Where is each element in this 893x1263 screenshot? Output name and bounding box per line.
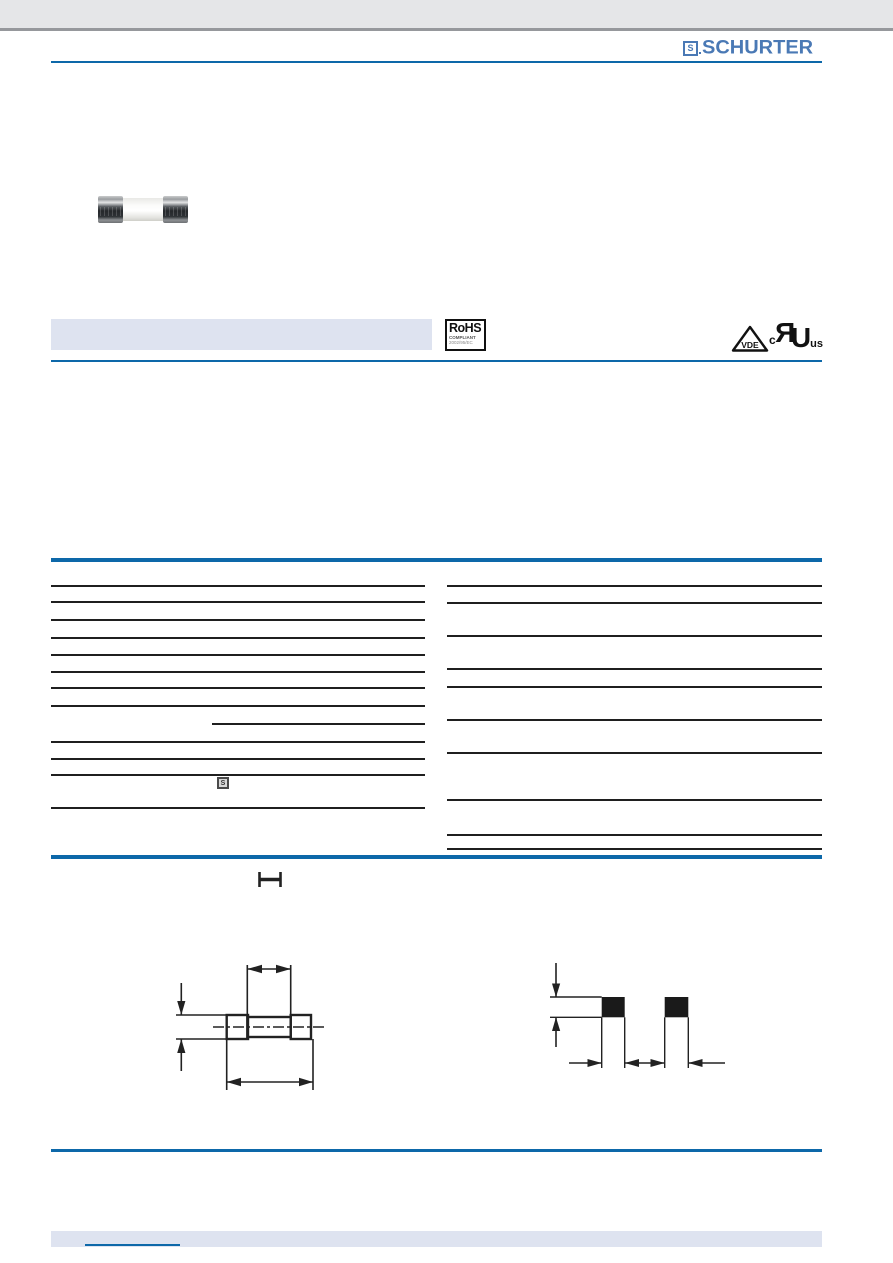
fuse-product-photo	[98, 196, 188, 223]
footer-link[interactable]	[85, 1244, 180, 1246]
schurter-logo-text: SCHURTER	[702, 37, 814, 58]
dimension-length-icon	[258, 872, 282, 892]
spec-table-rule	[51, 687, 425, 689]
spec-table-rule	[51, 671, 425, 673]
header-bar	[0, 0, 893, 31]
rohs-title: RoHS	[449, 321, 482, 335]
spec-table-rule	[51, 619, 425, 621]
rohs-badge	[445, 319, 486, 351]
fuse-right-cap	[163, 196, 188, 223]
spec-table-rule	[51, 758, 425, 760]
spec-table-rule	[447, 585, 822, 587]
spec-table-rule	[447, 834, 822, 836]
ul-monogram: RU	[776, 317, 810, 353]
spec-table-rule	[447, 686, 822, 688]
header-rule	[51, 61, 822, 63]
vde-label: VDE	[741, 340, 759, 350]
schurter-logo	[683, 38, 823, 58]
footer-section-rule	[51, 1149, 822, 1152]
spec-table-rule	[51, 807, 425, 809]
spec-table-rule	[51, 601, 425, 603]
ul-us-suffix: us	[810, 338, 823, 350]
rohs-compliant-label: COMPLIANT	[449, 335, 476, 340]
spec-table-rule	[51, 585, 425, 587]
spec-table-rule	[51, 654, 425, 656]
spec-section-rule-top	[51, 558, 822, 562]
vde-approval-icon	[731, 325, 769, 358]
fuse-dimension-drawing	[170, 960, 335, 1100]
spec-table-rule	[447, 848, 822, 850]
schurter-s-box-small-icon: S	[217, 777, 229, 789]
spec-section-rule-bottom	[51, 855, 822, 859]
ul-canada-prefix: c	[769, 333, 776, 347]
spec-table-rule	[447, 635, 822, 637]
spec-table-rule	[51, 774, 425, 776]
rohs-directive-label: 2002/95/EC	[449, 340, 473, 345]
spec-table-rule	[212, 723, 425, 725]
fuse-ceramic-body	[121, 198, 165, 221]
ordering-highlight-bar	[51, 319, 432, 350]
schurter-logo-dot	[699, 52, 701, 54]
approvals-rule	[51, 360, 822, 362]
solder-pad-layout-drawing	[540, 955, 740, 1080]
spec-table-rule	[447, 752, 822, 754]
schurter-s-box-icon: S	[683, 41, 698, 56]
spec-table-rule	[447, 799, 822, 801]
spec-table-rule	[51, 705, 425, 707]
ul-approval-icon	[769, 317, 823, 353]
spec-table-rule	[447, 668, 822, 670]
spec-table-rule	[51, 637, 425, 639]
fuse-left-cap	[98, 196, 123, 223]
spec-table-rule	[447, 602, 822, 604]
spec-table-rule	[447, 719, 822, 721]
spec-table-rule	[51, 741, 425, 743]
